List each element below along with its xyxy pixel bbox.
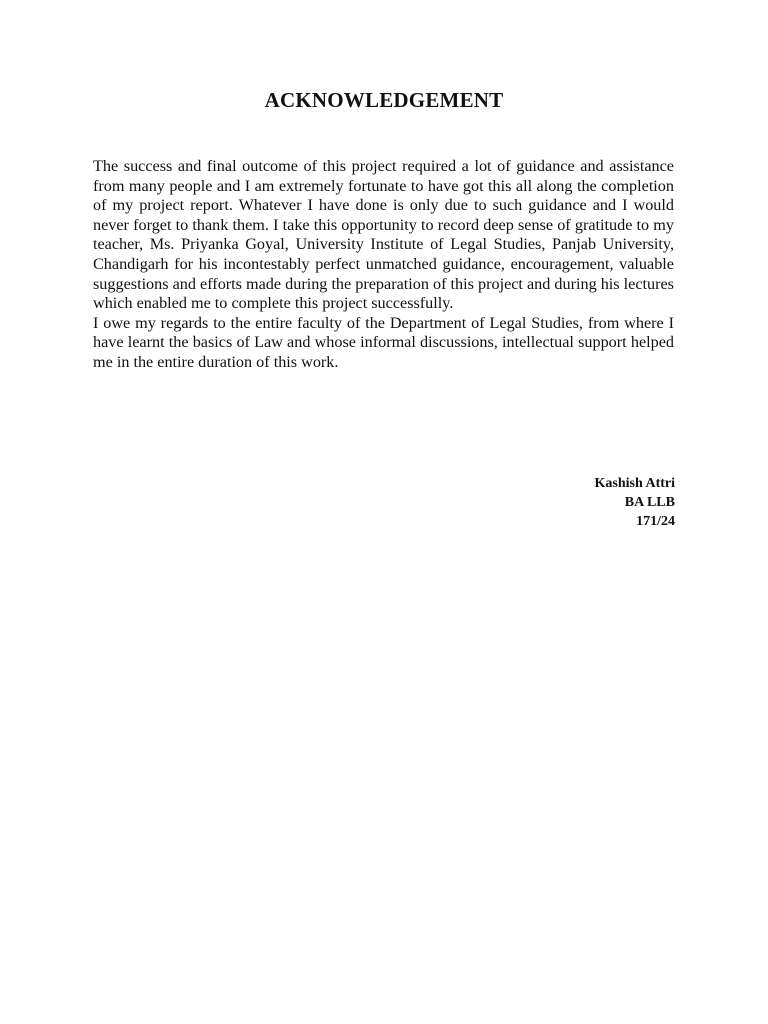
- signature-block: [594, 474, 675, 531]
- page-title: ACKNOWLEDGEMENT: [264, 88, 504, 112]
- signature-roll-number: 171/24: [636, 514, 675, 529]
- signature-name: Kashish Attri: [594, 476, 675, 491]
- signature-course: BA LLB: [624, 495, 675, 510]
- paragraph-faculty-regards: I owe my regards to the entire faculty of the Department of Legal Studies, from where I have learnt the basics of Law and whose informal discussions, intellectual support helped me in the entire duration of this work.: [93, 313, 674, 371]
- paragraph-gratitude: The success and final outcome of this project required a lot of guidance and assistance from many people and I am extremely fortunate to have got this all along the completion of my project report. Whatever I have done is only due to such guidance and I would never forget to thank them. I take this opportunity to record deep sense of gratitude to my teacher, Ms. Priyanka Goyal, University Institute of Legal Studies, Panjab University, Chandigarh for his incontestably perfect unmatched guidance, encouragement, valuable suggestions and efforts made during the preparation of this project and during his lectures which enabled me to complete this project successfully.: [93, 157, 674, 313]
- acknowledgement-body: [93, 157, 674, 373]
